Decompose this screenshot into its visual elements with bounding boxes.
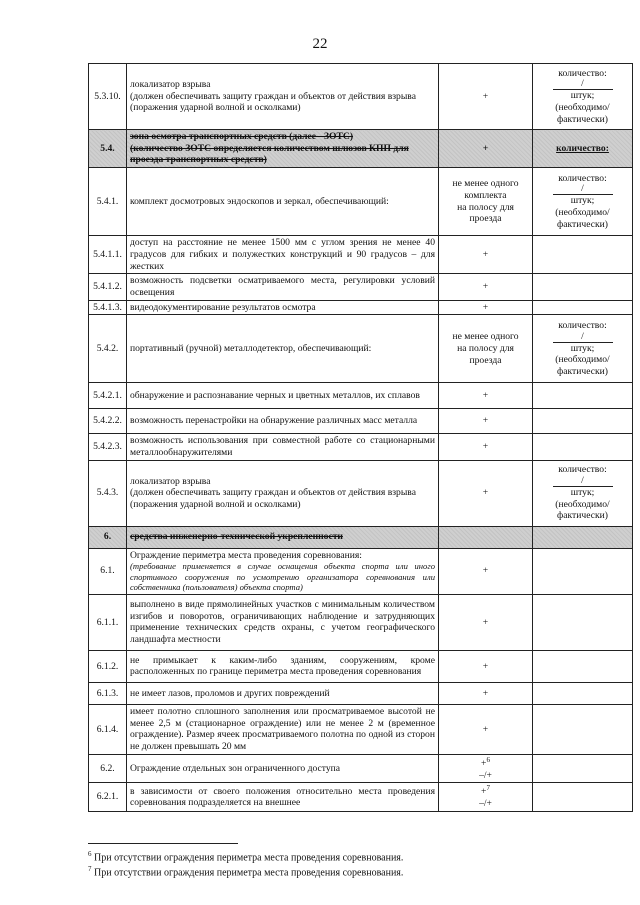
row-number: 5.4.1.2. [89, 274, 127, 300]
row-quantity [533, 409, 633, 434]
table-row [89, 704, 633, 754]
row-quantity [533, 682, 633, 704]
row-quantity [533, 548, 633, 594]
row-number: 6.1.2. [89, 650, 127, 682]
row-requirement: + [439, 682, 533, 704]
row-description: возможность подсветки осматриваемого места, регулировки условий освещения [127, 274, 439, 300]
row-number: 6.1.3. [89, 682, 127, 704]
row-requirement: + [439, 594, 533, 650]
row-requirement: + [439, 130, 533, 168]
row-quantity: количество: / штук; (необходимо/ фактически) [533, 64, 633, 130]
table-row [89, 460, 633, 526]
row-description: возможность перенастройки на обнаружение различных масс металла [127, 409, 439, 434]
row-number: 5.4.2. [89, 315, 127, 383]
table-row [89, 236, 633, 274]
row-quantity [533, 434, 633, 460]
row-quantity [533, 783, 633, 812]
row-number: 6.2.1. [89, 783, 127, 812]
row-requirement: не менее одного комплекта на полосу для проезда [439, 168, 533, 236]
row-quantity [533, 383, 633, 409]
row-requirement: +$^6$ –/+ [439, 754, 533, 783]
footnotes [88, 843, 632, 880]
table-row [89, 650, 633, 682]
row-number: 6.1.1. [89, 594, 127, 650]
table-row [89, 315, 633, 383]
table-row [89, 383, 633, 409]
row-quantity: количество: / штук; (необходимо/ фактически) [533, 315, 633, 383]
table-row [89, 130, 633, 168]
row-description: Ограждение отдельных зон ограниченного доступа [127, 754, 439, 783]
table-row [89, 548, 633, 594]
table-row [89, 64, 633, 130]
table-row [89, 168, 633, 236]
row-requirement: + [439, 300, 533, 315]
row-description: зона осмотра транспортных средств (далее - ЗОТС) (количество ЗОТС определяется количеством шлюзов КПП для проезда транспортных средств) [127, 130, 439, 168]
table-row [89, 300, 633, 315]
table-row [89, 594, 633, 650]
row-description: средства инженерно-технической укрепленности [127, 526, 439, 548]
table-row [89, 409, 633, 434]
table-row [89, 754, 633, 783]
row-requirement: + [439, 383, 533, 409]
row-description: Ограждение периметра места проведения соревнования: (требование применяется в случае оснащения объекта спорта или иного спортивного сооружения по усмотрению организатора соревнования или собственника (пользователя) объекта спорта) [127, 548, 439, 594]
row-number: 5.4.2.2. [89, 409, 127, 434]
row-requirement: не менее одного на полосу для проезда [439, 315, 533, 383]
row-quantity [533, 300, 633, 315]
row-requirement: + [439, 460, 533, 526]
footnote-divider [88, 843, 238, 844]
row-requirement: + [439, 409, 533, 434]
row-number: 5.4.2.1. [89, 383, 127, 409]
row-requirement: + [439, 704, 533, 754]
row-quantity [533, 650, 633, 682]
row-description: имеет полотно сплошного заполнения или просматриваемое высотой не менее 2,5 м (стационарное ограждение) или не менее 2 м (временное ограждение). Размер ячеек просматриваемого полотна по одной из сторон не должен превышать 20 мм [127, 704, 439, 754]
row-number: 6.2. [89, 754, 127, 783]
row-description: возможность использования при совместной работе со стационарными металлообнаружителями [127, 434, 439, 460]
page-number: 22 [312, 36, 328, 52]
row-description: доступ на расстояние не менее 1500 мм с углом зрения не менее 40 градусов для гибких и полужестких конструкций и 90 градусов – для жестких [127, 236, 439, 274]
row-number: 5.4.1.3. [89, 300, 127, 315]
row-description: локализатор взрыва (должен обеспечивать защиту граждан и объектов от действия взрыва (поражения ударной волной и осколками) [127, 64, 439, 130]
row-quantity [533, 704, 633, 754]
row-number: 5.4.3. [89, 460, 127, 526]
row-quantity [533, 754, 633, 783]
row-description: не примыкает к каким-либо зданиям, сооружениям, кроме расположенных по границе периметра места проведения соревнования [127, 650, 439, 682]
row-number: 5.4.1.1. [89, 236, 127, 274]
table-row [89, 783, 633, 812]
requirements-table [88, 63, 633, 812]
row-description: комплект досмотровых эндоскопов и зеркал, обеспечивающий: [127, 168, 439, 236]
row-number: 6.1. [89, 548, 127, 594]
row-number: 6.1.4. [89, 704, 127, 754]
table-row [89, 274, 633, 300]
row-quantity [533, 526, 633, 548]
row-number: 5.4.1. [89, 168, 127, 236]
row-quantity [533, 594, 633, 650]
row-description: в зависимости от своего положения относительно места проведения соревнования подразделяется на внешнее [127, 783, 439, 812]
row-quantity: количество: / штук; (необходимо/ фактически) [533, 460, 633, 526]
row-quantity [533, 236, 633, 274]
table-row [89, 682, 633, 704]
row-requirement: + [439, 64, 533, 130]
footnote: $^7$ При отсутствии ограждения периметра места проведения соревнования. [88, 864, 404, 879]
row-description: видеодокументирование результатов осмотра [127, 300, 439, 315]
row-requirement: + [439, 274, 533, 300]
row-quantity [533, 274, 633, 300]
row-number: 5.4.2.3. [89, 434, 127, 460]
row-quantity: количество: / штук; (необходимо/ фактически) [533, 168, 633, 236]
footnote: $^6$ При отсутствии ограждения периметра места проведения соревнования. [88, 850, 404, 864]
row-requirement: + [439, 548, 533, 594]
row-description: локализатор взрыва (должен обеспечивать защиту граждан и объектов от действия взрыва (поражения ударной волной и осколками) [127, 460, 439, 526]
row-requirement [439, 526, 533, 548]
table-row [89, 526, 633, 548]
row-description: не имеет лазов, проломов и других повреждений [127, 682, 439, 704]
row-requirement: + [439, 434, 533, 460]
row-requirement: + [439, 650, 533, 682]
row-number: 5.4. [89, 130, 127, 168]
row-number: 6. [89, 526, 127, 548]
row-description: выполнено в виде прямолинейных участков с минимальным количеством изгибов и поворотов, ограничивающих наблюдение и затрудняющих применение технических средств охраны, с учетом географического ландшафта местности [127, 594, 439, 650]
row-requirement: + [439, 236, 533, 274]
table-row [89, 434, 633, 460]
row-quantity: количество: [533, 130, 633, 168]
row-requirement: +$^7$ –/+ [439, 783, 533, 812]
row-number: 5.3.10. [89, 64, 127, 130]
row-description: обнаружение и распознавание черных и цветных металлов, их сплавов [127, 383, 439, 409]
row-description: портативный (ручной) металлодетектор, обеспечивающий: [127, 315, 439, 383]
row-note: (требование применяется в случае оснащения объекта спорта или иного спортивного сооружения по усмотрению организатора соревнования или собственника (пользователя) объекта спорта) [130, 561, 435, 593]
